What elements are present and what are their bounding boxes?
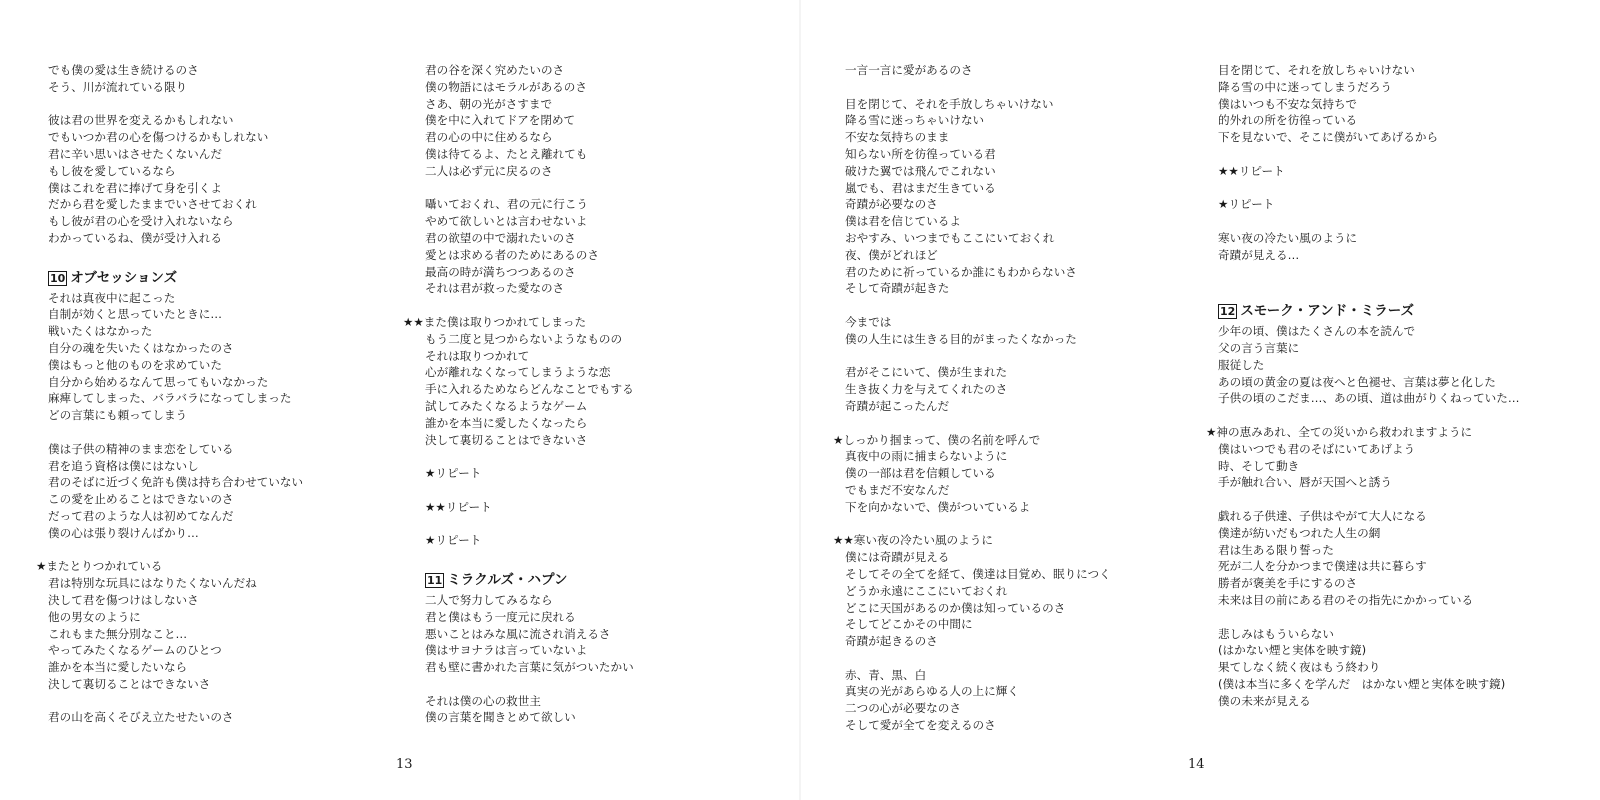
lyric-line: もう二度と見つからないようなものの	[425, 331, 623, 346]
lyric-line: そしてどこかその中間に	[845, 617, 973, 632]
blank-line	[845, 297, 1111, 314]
blank-line	[48, 542, 303, 559]
lyric-line: わかっているね、僕が受け入れる	[48, 230, 222, 245]
blank-line	[1218, 213, 1519, 230]
lyric-line: 的外れの所を彷徨っている	[1218, 113, 1358, 128]
lyric-line: ★★寒い夜の冷たい風のように	[833, 533, 993, 548]
lyric-line: (はかない煙と実体を映す鏡)	[1218, 643, 1367, 658]
track-number-box: 10	[50, 271, 66, 285]
song-title	[48, 268, 303, 288]
lyric-line: 寒い夜の冷たい風のように	[1218, 230, 1358, 245]
lyric-line: 僕の言葉を聞きとめて欲しい	[425, 710, 576, 725]
lyric-line: あの頃の黄金の夏は夜へと色褪せ、言葉は夢と化した	[1218, 374, 1496, 389]
lyric-line: 手に入れるためならどんなことでもする	[425, 382, 634, 397]
lyric-line: 戦いたくはなかった	[48, 324, 153, 339]
lyric-line: 他の男女のように	[48, 609, 141, 624]
lyric-line: 嵐でも、君はまだ生きている	[845, 180, 996, 195]
blank-line	[425, 549, 634, 566]
lyric-line: 真夜中の雨に捕まらないように	[845, 449, 1008, 464]
lyric-line: 僕の心は張り裂けんばかり…	[48, 525, 199, 540]
lyrics-column-2	[403, 62, 634, 726]
lyric-line: 二人で努力してみるなら	[425, 592, 553, 607]
lyric-line: そう、川が流れている限り	[48, 79, 188, 94]
blank-line	[1218, 609, 1519, 626]
lyric-line: 自制が効くと思っていたときに…	[48, 307, 222, 322]
lyric-line: 目を閉じて、それを手放しちゃいけない	[845, 96, 1054, 111]
lyric-line: ★しっかり掴まって、僕の名前を呼んで	[833, 432, 1041, 447]
lyric-line: 悲しみはもういらない	[1218, 626, 1334, 641]
lyric-line: 誰かを本当に愛したいなら	[48, 660, 188, 675]
lyric-line: だって君のような人は初めてなんだ	[48, 508, 234, 523]
lyric-line: 君がそこにいて、僕が生まれた	[845, 365, 1008, 380]
lyric-line: 決して裏切ることはできないさ	[48, 676, 211, 691]
lyric-line: 少年の頃、僕はたくさんの本を読んで	[1218, 324, 1416, 339]
lyric-line: 悪いことはみな風に流され消えるさ	[425, 626, 611, 641]
lyric-line: 誰かを本当に愛したくなったら	[425, 415, 588, 430]
lyric-line: だから君を愛したままでいさせておくれ	[48, 197, 257, 212]
lyric-line: 今までは	[845, 314, 892, 329]
lyric-line: ★★また僕は取りつかれてしまった	[403, 314, 587, 329]
lyric-line: 僕はいつでも君のそばにいてあげよう	[1218, 441, 1416, 456]
lyric-line: 僕を中に入れてドアを閉めて	[425, 113, 576, 128]
blank-line	[1218, 264, 1519, 281]
lyric-line: 不安な気持ちのまま	[845, 130, 950, 145]
lyric-line: この愛を止めることはできないのさ	[48, 492, 234, 507]
lyric-line: 戯れる子供達、子供はやがて大人になる	[1218, 508, 1427, 523]
lyric-line: 僕はもっと他のものを求めていた	[48, 357, 222, 372]
lyric-line: (僕は本当に多くを学んだ はかない煙と実体を映す鏡)	[1218, 676, 1506, 691]
lyric-line: 僕は子供の精神のまま恋をしている	[48, 441, 234, 456]
lyric-line: ★★リピート	[1218, 163, 1285, 178]
lyric-line: もし彼を愛しているなら	[48, 163, 176, 178]
lyric-line: そしてその全てを経て、僕達は目覚め、眠りにつく	[845, 566, 1111, 581]
page-number-right: 14	[1188, 757, 1205, 772]
lyric-line: 君の山を高くそびえ立たせたいのさ	[48, 710, 234, 725]
lyric-line: 勝者が褒美を手にするのさ	[1218, 576, 1358, 591]
blank-line	[425, 297, 634, 314]
lyric-line: 決して君を傷つけはしないさ	[48, 592, 199, 607]
lyric-line: 君は生ある限り誓った	[1218, 542, 1334, 557]
lyric-line: さあ、朝の光がさすまで	[425, 96, 553, 111]
lyric-line: 麻痺してしまった、バラバラになってしまった	[48, 391, 292, 406]
lyric-line: そして愛が全てを変えるのさ	[845, 718, 996, 733]
blank-line	[845, 348, 1111, 365]
lyric-line: 君と僕はもう一度元に戻れる	[425, 609, 576, 624]
lyric-line: 僕の未来が見える	[1218, 693, 1311, 708]
lyric-line: 降る雪の中に迷ってしまうだろう	[1218, 79, 1392, 94]
blank-line	[845, 650, 1111, 667]
lyric-line: 生き抜く力を与えてくれたのさ	[845, 382, 1008, 397]
lyric-line: 手が触れ合い、唇が天国へと誘う	[1218, 475, 1392, 490]
lyric-line: 君も壁に書かれた言葉に気がついたかい	[425, 660, 634, 675]
lyric-line: それは僕の心の救世主	[425, 693, 541, 708]
blank-line	[48, 693, 303, 710]
lyric-line: どうか永遠にここにいておくれ	[845, 583, 1008, 598]
lyric-line: 未来は目の前にある君のその指先にかかっている	[1218, 592, 1474, 607]
lyric-line: ★リピート	[1218, 197, 1275, 212]
lyric-line: 僕はこれを君に捧げて身を引くよ	[48, 180, 222, 195]
song-title-text: ミラクルズ・ハプン	[447, 571, 568, 588]
lyric-line: でも僕の愛は生き続けるのさ	[48, 63, 199, 77]
page-number-left: 13	[396, 757, 413, 772]
lyric-line: 僕の人生には生きる目的がまったくなかった	[845, 331, 1077, 346]
lyric-line: ★神の恵みあれ、全ての災いから救われますように	[1206, 424, 1473, 439]
lyric-line: それは君が救った愛なのさ	[425, 281, 565, 296]
lyric-line: 死が二人を分かつまで僕達は共に暮らす	[1218, 559, 1427, 574]
lyric-line: 父の言う言葉に	[1218, 340, 1300, 355]
lyric-line: 君のそばに近づく免許も僕は持ち合わせていない	[48, 475, 304, 490]
lyric-line: 奇蹟が見える…	[1218, 247, 1300, 262]
lyric-line: 夜、僕がどれほど	[845, 247, 938, 262]
lyric-line: 愛とは求める者のためにあるのさ	[425, 247, 599, 262]
lyric-line: やってみたくなるゲームのひとつ	[48, 643, 222, 658]
blank-line	[425, 180, 634, 197]
lyric-line: 僕の一部は君を信頼している	[845, 466, 996, 481]
lyric-line: 知らない所を彷徨っている君	[845, 146, 996, 161]
blank-line	[845, 415, 1111, 432]
lyric-line: 君は特別な玩具にはなりたくないんだね	[48, 576, 257, 591]
lyric-line: 奇蹟が起きるのさ	[845, 634, 938, 649]
lyric-line: 下を見ないで、そこに僕がいてあげるから	[1218, 130, 1439, 145]
lyric-line: どの言葉にも頼ってしまう	[48, 408, 188, 423]
blank-line	[1218, 280, 1519, 297]
lyric-line: そして奇蹟が起きた	[845, 281, 950, 296]
lyric-line: 僕は待てるよ、たとえ離れても	[425, 146, 588, 161]
lyric-line: 奇蹟が必要なのさ	[845, 197, 938, 212]
lyric-line: 僕はいつも不安な気持ちで	[1218, 96, 1358, 111]
blank-line	[48, 424, 303, 441]
lyrics-column-4	[1206, 62, 1520, 709]
blank-line	[1218, 180, 1519, 197]
lyric-line: 赤、青、黒、白	[845, 667, 927, 682]
lyric-line: 自分から始めるなんて思ってもいなかった	[48, 374, 269, 389]
lyric-line: 僕はサヨナラは言っていないよ	[425, 643, 588, 658]
lyric-line: やめて欲しいとは言わせないよ	[425, 214, 588, 229]
blank-line	[425, 482, 634, 499]
lyric-line: 時、そして動き	[1218, 458, 1300, 473]
blank-line	[1218, 407, 1519, 424]
lyric-line: 君の欲望の中で溺れたいのさ	[425, 230, 576, 245]
lyric-line: でもいつか君の心を傷つけるかもしれない	[48, 130, 269, 145]
lyric-line: 僕には奇蹟が見える	[845, 550, 950, 565]
lyric-line: 自分の魂を失いたくはなかったのさ	[48, 340, 234, 355]
song-title-text: スモーク・アンド・ミラーズ	[1240, 303, 1415, 320]
song-title	[425, 570, 634, 590]
lyric-line: ★またとりつかれている	[36, 559, 163, 574]
lyric-line: 降る雪に迷っちゃいけない	[845, 113, 985, 128]
lyric-line: どこに天国があるのか僕は知っているのさ	[845, 600, 1066, 615]
lyric-line: 君のために祈っているか誰にもわからないさ	[845, 264, 1077, 279]
blank-line	[425, 448, 634, 465]
lyric-line: 最高の時が満ちつつあるのさ	[425, 264, 576, 279]
lyric-line: 果てしなく続く夜はもう終わり	[1218, 660, 1381, 675]
blank-line	[1218, 146, 1519, 163]
lyric-line: 囁いておくれ、君の元に行こう	[425, 197, 589, 212]
lyric-line: 一言一言に愛があるのさ	[845, 63, 973, 77]
song-title-text: オブセッションズ	[70, 269, 178, 286]
lyric-line: ★リピート	[425, 466, 482, 481]
lyrics-column-1	[36, 62, 304, 726]
lyric-line: でもまだ不安なんだ	[845, 482, 950, 497]
lyric-line: 君に辛い思いはさせたくないんだ	[48, 146, 222, 161]
lyric-line: 僕の物語にはモラルがあるのさ	[425, 79, 587, 94]
lyric-line: 決して裏切ることはできないさ	[425, 432, 588, 447]
lyric-line: 彼は君の世界を変えるかもしれない	[48, 113, 234, 128]
lyric-line: 君の心の中に住めるなら	[425, 130, 553, 145]
lyric-line: ★★リピート	[425, 499, 492, 514]
lyric-line: これもまた無分別なこと…	[48, 626, 188, 641]
lyric-line: ★リピート	[425, 533, 482, 548]
lyric-line: おやすみ、いつまでもここにいておくれ	[845, 230, 1055, 245]
blank-line	[48, 96, 303, 113]
blank-line	[845, 79, 1111, 96]
lyric-line: 二人は必ず元に戻るのさ	[425, 163, 553, 178]
lyric-line: 子供の頃のこだま…、あの頃、道は曲がりくねっていた…	[1218, 391, 1520, 406]
lyric-line: 下を向かないで、僕がついているよ	[845, 499, 1031, 514]
blank-line	[845, 516, 1111, 533]
lyric-line: 心が離れなくなってしまうような恋	[425, 365, 611, 380]
lyric-line: 破けた翼では飛んでこれない	[845, 163, 996, 178]
blank-line	[425, 676, 634, 693]
blank-line	[1218, 491, 1519, 508]
lyric-line: 僕は君を信じているよ	[845, 214, 961, 229]
lyric-line: もし彼が君の心を受け入れないなら	[48, 214, 234, 229]
track-number-box: 11	[427, 573, 443, 587]
lyric-line: それは真夜中に起こった	[48, 290, 176, 305]
lyric-line: 君を追う資格は僕にはないし	[48, 458, 199, 473]
lyric-line: 僕達が紡いだもつれた人生の網	[1218, 525, 1381, 540]
lyric-line: それは取りつかれて	[425, 348, 530, 363]
lyric-line: 試してみたくなるようなゲーム	[425, 398, 588, 413]
blank-line	[48, 247, 303, 264]
lyric-line: 服従した	[1218, 357, 1265, 372]
page-gutter	[799, 0, 801, 800]
blank-line	[425, 516, 634, 533]
lyric-line: 真実の光があらゆる人の上に輝く	[845, 684, 1019, 699]
lyric-line: 奇蹟が起こったんだ	[845, 398, 950, 413]
lyric-line: 二つの心が必要なのさ	[845, 701, 961, 716]
track-number-box: 12	[1220, 305, 1236, 319]
lyric-line: 目を閉じて、それを放しちゃいけない	[1218, 63, 1415, 77]
lyric-line: 君の谷を深く究めたいのさ	[425, 63, 565, 77]
lyrics-column-3	[833, 62, 1111, 734]
song-title	[1218, 301, 1519, 321]
